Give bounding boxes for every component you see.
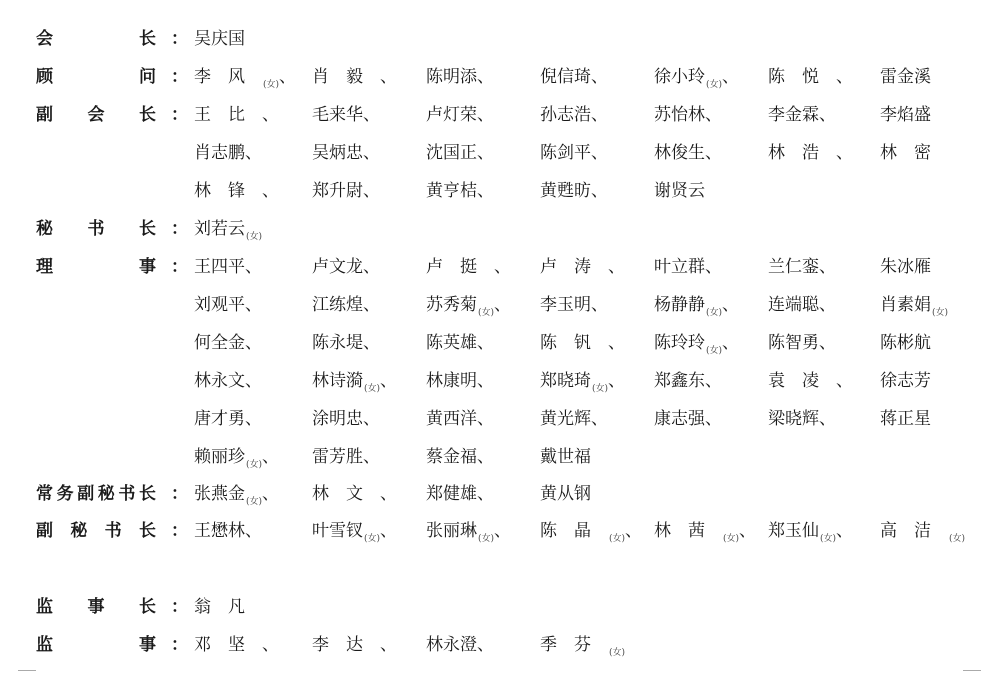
- page-corner-left: [18, 670, 36, 671]
- separator: 、: [608, 257, 625, 277]
- role-colon: ：: [171, 257, 188, 277]
- member-name: 陈剑平、: [540, 143, 608, 163]
- role-title: 副会长: [36, 105, 156, 125]
- separator: 、: [363, 333, 380, 353]
- role-title: 副秘书长: [36, 521, 156, 541]
- separator: 、: [739, 521, 757, 541]
- member-name: 季芬$_{(女)}$: [540, 635, 626, 658]
- separator: 、: [836, 521, 854, 541]
- member-name: 黄甦昉、: [540, 181, 608, 201]
- separator: 、: [380, 521, 398, 541]
- member-name: 李风$_{(女)}$、: [194, 67, 297, 90]
- separator: 、: [608, 333, 625, 353]
- role-colon: ：: [171, 597, 188, 617]
- female-marker: (女): [706, 308, 723, 318]
- member-name: 张燕金$_{(女)}$、: [194, 484, 280, 507]
- member-name: 陈智勇、: [768, 333, 836, 353]
- separator: 、: [477, 143, 494, 163]
- female-marker: (女): [364, 384, 381, 394]
- separator: 、: [819, 409, 836, 429]
- member-name: 苏怡林、: [654, 105, 722, 125]
- member-name: 吴炳忠、: [312, 143, 380, 163]
- separator: 、: [722, 295, 740, 315]
- member-name: 梁晓辉、: [768, 409, 836, 429]
- member-name: 孙志浩、: [540, 105, 608, 125]
- female-marker: (女): [706, 346, 723, 356]
- role-title: 顾问: [36, 67, 156, 87]
- separator: 、: [363, 409, 380, 429]
- member-name: 袁凌、: [768, 371, 853, 391]
- member-name: 陈钒、: [540, 333, 625, 353]
- member-name: 卢灯荣、: [426, 105, 494, 125]
- separator: 、: [591, 295, 608, 315]
- member-name: 叶立群、: [654, 257, 722, 277]
- member-name: 雷金溪: [880, 67, 931, 87]
- separator: 、: [380, 371, 398, 391]
- female-marker: (女): [949, 534, 966, 544]
- member-name: 郑晓琦$_{(女)}$、: [540, 371, 626, 394]
- member-name: 陈彬航: [880, 333, 931, 353]
- separator: 、: [836, 143, 853, 163]
- female-marker: (女): [706, 80, 723, 90]
- separator: 、: [625, 521, 643, 541]
- separator: 、: [819, 257, 836, 277]
- separator: 、: [477, 409, 494, 429]
- role-title: 理事: [36, 257, 156, 277]
- member-name: 郑鑫东、: [654, 371, 722, 391]
- member-name: 叶雪钗$_{(女)}$、: [312, 521, 398, 544]
- member-name: 唐才勇、: [194, 409, 262, 429]
- separator: 、: [722, 333, 740, 353]
- separator: 、: [363, 105, 380, 125]
- separator: 、: [494, 521, 512, 541]
- member-name: 林康明、: [426, 371, 494, 391]
- member-name: 卢文龙、: [312, 257, 380, 277]
- member-name: 郑升尉、: [312, 181, 380, 201]
- member-name: 郑健雄、: [426, 484, 494, 504]
- role-colon: ：: [171, 635, 188, 655]
- separator: 、: [494, 257, 511, 277]
- separator: 、: [279, 67, 297, 87]
- role-colon: ：: [171, 521, 188, 541]
- female-marker: (女): [478, 534, 495, 544]
- separator: 、: [363, 257, 380, 277]
- separator: 、: [245, 371, 262, 391]
- member-name: 肖素娟$_{(女)}$: [880, 295, 949, 318]
- member-name: 黄光辉、: [540, 409, 608, 429]
- separator: 、: [363, 143, 380, 163]
- separator: 、: [245, 295, 262, 315]
- page-corner-right: [963, 670, 981, 671]
- separator: 、: [494, 295, 512, 315]
- member-name: 林文、: [312, 484, 397, 504]
- member-name: 康志强、: [654, 409, 722, 429]
- female-marker: (女): [246, 497, 263, 507]
- member-name: 黄从钢: [540, 484, 591, 504]
- separator: 、: [591, 181, 608, 201]
- member-name: 林密: [880, 143, 948, 163]
- separator: 、: [262, 105, 279, 125]
- female-marker: (女): [263, 80, 280, 90]
- member-name: 吴庆国: [194, 29, 245, 49]
- separator: 、: [262, 484, 280, 504]
- member-name: 陈永堤、: [312, 333, 380, 353]
- separator: 、: [245, 409, 262, 429]
- member-name: 何全金、: [194, 333, 262, 353]
- member-name: 谢贤云: [654, 181, 705, 201]
- separator: 、: [591, 409, 608, 429]
- female-marker: (女): [820, 534, 837, 544]
- role-colon: ：: [171, 29, 188, 49]
- member-name: 王四平、: [194, 257, 262, 277]
- member-name: 陈明添、: [426, 67, 494, 87]
- member-name: 蒋正星: [880, 409, 931, 429]
- member-name: 苏秀菊$_{(女)}$、: [426, 295, 512, 318]
- role-colon: ：: [171, 484, 188, 504]
- member-name: 陈晶$_{(女)}$、: [540, 521, 643, 544]
- separator: 、: [477, 447, 494, 467]
- member-name: 刘观平、: [194, 295, 262, 315]
- member-name: 林诗漪$_{(女)}$、: [312, 371, 398, 394]
- member-name: 倪信琦、: [540, 67, 608, 87]
- separator: 、: [380, 484, 397, 504]
- member-name: 李达、: [312, 635, 397, 655]
- member-name: 陈悦、: [768, 67, 853, 87]
- female-marker: (女): [364, 534, 381, 544]
- role-title: 常务副秘书长: [36, 484, 156, 504]
- member-name: 戴世福: [540, 447, 591, 467]
- member-name: 涂明忠、: [312, 409, 380, 429]
- member-name: 黄亨桔、: [426, 181, 494, 201]
- role-colon: ：: [171, 67, 188, 87]
- member-name: 郑玉仙$_{(女)}$、: [768, 521, 854, 544]
- member-name: 李焰盛: [880, 105, 931, 125]
- separator: 、: [705, 105, 722, 125]
- female-marker: (女): [609, 534, 626, 544]
- role-title: 监事: [36, 635, 156, 655]
- female-marker: (女): [592, 384, 609, 394]
- member-name: 刘若云$_{(女)}$: [194, 219, 263, 242]
- member-name: 翁凡: [194, 597, 262, 617]
- separator: 、: [591, 143, 608, 163]
- separator: 、: [245, 257, 262, 277]
- member-name: 李玉明、: [540, 295, 608, 315]
- separator: 、: [591, 67, 608, 87]
- female-marker: (女): [246, 232, 263, 242]
- separator: 、: [245, 333, 262, 353]
- role-title: 会长: [36, 29, 156, 49]
- member-name: 王比、: [194, 105, 279, 125]
- separator: 、: [477, 635, 494, 655]
- separator: 、: [819, 333, 836, 353]
- role-title: 监事长: [36, 597, 156, 617]
- separator: 、: [608, 371, 626, 391]
- role-title: 秘书长: [36, 219, 156, 239]
- separator: 、: [705, 409, 722, 429]
- separator: 、: [245, 143, 262, 163]
- female-marker: (女): [932, 308, 949, 318]
- member-name: 兰仁銮、: [768, 257, 836, 277]
- member-name: 陈英雄、: [426, 333, 494, 353]
- separator: 、: [477, 67, 494, 87]
- member-name: 张丽琳$_{(女)}$、: [426, 521, 512, 544]
- separator: 、: [819, 295, 836, 315]
- member-name: 卢挺、: [426, 257, 511, 277]
- female-marker: (女): [246, 460, 263, 470]
- role-colon: ：: [171, 105, 188, 125]
- female-marker: (女): [609, 648, 626, 658]
- member-name: 蔡金福、: [426, 447, 494, 467]
- separator: 、: [705, 371, 722, 391]
- member-name: 徐小玲$_{(女)}$、: [654, 67, 740, 90]
- member-name: 陈玲玲$_{(女)}$、: [654, 333, 740, 356]
- member-name: 毛来华、: [312, 105, 380, 125]
- separator: 、: [363, 447, 380, 467]
- member-name: 赖丽珍$_{(女)}$、: [194, 447, 280, 470]
- member-name: 江练煌、: [312, 295, 380, 315]
- member-name: 沈国正、: [426, 143, 494, 163]
- separator: 、: [705, 257, 722, 277]
- role-colon: ：: [171, 219, 188, 239]
- separator: 、: [705, 143, 722, 163]
- separator: 、: [477, 371, 494, 391]
- member-name: 林永文、: [194, 371, 262, 391]
- member-name: 王懋林、: [194, 521, 262, 541]
- member-name: 高洁$_{(女)}$: [880, 521, 966, 544]
- separator: 、: [477, 484, 494, 504]
- member-name: 朱冰雁: [880, 257, 931, 277]
- separator: 、: [380, 67, 397, 87]
- separator: 、: [380, 635, 397, 655]
- separator: 、: [477, 181, 494, 201]
- member-name: 卢涛、: [540, 257, 625, 277]
- member-name: 肖毅、: [312, 67, 397, 87]
- member-name: 李金霖、: [768, 105, 836, 125]
- separator: 、: [262, 181, 279, 201]
- member-name: 林锋、: [194, 181, 279, 201]
- separator: 、: [363, 181, 380, 201]
- separator: 、: [819, 105, 836, 125]
- member-name: 肖志鹏、: [194, 143, 262, 163]
- member-name: 林浩、: [768, 143, 853, 163]
- member-name: 连端聪、: [768, 295, 836, 315]
- separator: 、: [836, 371, 853, 391]
- member-name: 林永澄、: [426, 635, 494, 655]
- separator: 、: [477, 333, 494, 353]
- female-marker: (女): [478, 308, 495, 318]
- member-name: 林茜$_{(女)}$、: [654, 521, 757, 544]
- member-name: 林俊生、: [654, 143, 722, 163]
- separator: 、: [245, 521, 262, 541]
- member-name: 徐志芳: [880, 371, 931, 391]
- separator: 、: [722, 67, 740, 87]
- separator: 、: [477, 105, 494, 125]
- member-name: 邓坚、: [194, 635, 279, 655]
- member-name: 杨静静$_{(女)}$、: [654, 295, 740, 318]
- separator: 、: [363, 295, 380, 315]
- separator: 、: [262, 635, 279, 655]
- separator: 、: [262, 447, 280, 467]
- separator: 、: [836, 67, 853, 87]
- member-name: 雷芳胜、: [312, 447, 380, 467]
- female-marker: (女): [723, 534, 740, 544]
- member-name: 黄西洋、: [426, 409, 494, 429]
- separator: 、: [591, 105, 608, 125]
